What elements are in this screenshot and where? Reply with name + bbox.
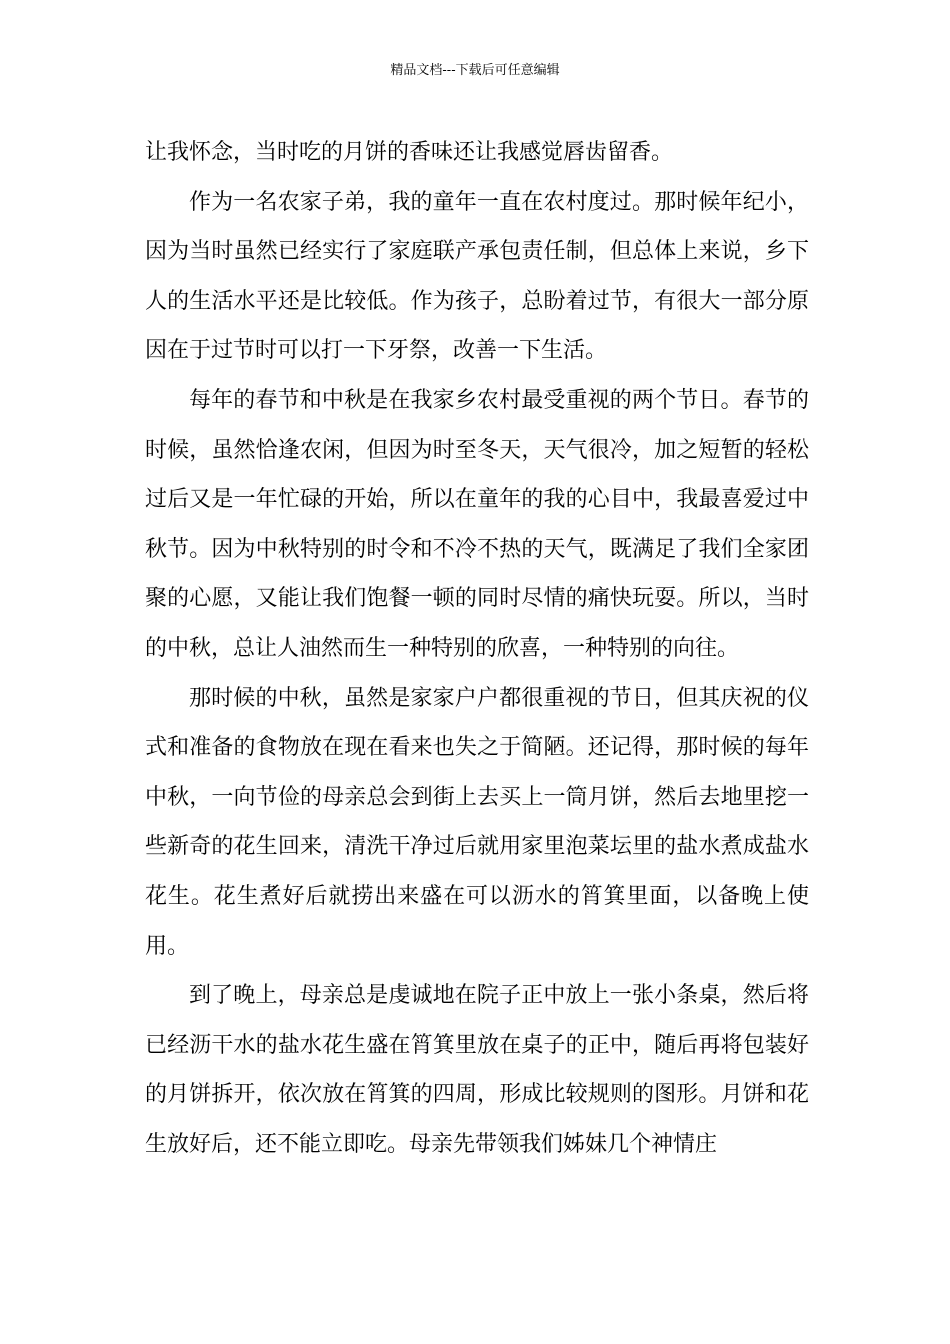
paragraph: 让我怀念，当时吃的月饼的香味还让我感觉唇齿留香。 [145,140,674,165]
paragraph: 那时候的中秋，虽然是家家户户都很重视的节日，但其庆祝的仪式和准备的食物放在现在看来也失之于简陋。还记得，那时候的每年中秋，一向节俭的母亲总会到街上去买上一筒月饼，然后去地里挖一些新奇的花生回来，清洗干净过后就用家里泡菜坛里的盐水煮成盐水花生。花生煮好后就捞出来盛在可以沥水的筲箕里面，以备晚上使用。 [145,685,809,959]
page-header: 精品文档---下载后可任意编辑 [390,63,560,78]
paragraph: 每年的春节和中秋是在我家乡农村最受重视的两个节日。春节的时候，虽然恰逢农闲，但因为时至冬天，天气很冷，加之短暂的轻松过后又是一年忙碌的开始，所以在童年的我的心目中，我最喜爱过中秋节。因为中秋特别的时令和不冷不热的天气，既满足了我们全家团聚的心愿，又能让我们饱餐一顿的同时尽情的痛快玩耍。所以，当时的中秋，总让人油然而生一种特别的欣喜，一种特别的向往。 [145,387,809,661]
paragraph: 到了晚上，母亲总是虔诚地在院子正中放上一张小条桌，然后将已经沥干水的盐水花生盛在筲箕里放在桌子的正中，随后再将包装好的月饼拆开，依次放在筲箕的四周，形成比较规则的图形。月饼和花生放好后，还不能立即吃。母亲先带领我们姊妹几个神情庄 [145,983,809,1157]
document-body [145,128,809,1169]
paragraph: 作为一名农家子弟，我的童年一直在农村度过。那时候年纪小，因为当时虽然已经实行了家庭联产承包责任制，但总体上来说，乡下人的生活水平还是比较低。作为孩子，总盼着过节，有很大一部分原因在于过节时可以打一下牙祭，改善一下生活。 [145,189,809,364]
